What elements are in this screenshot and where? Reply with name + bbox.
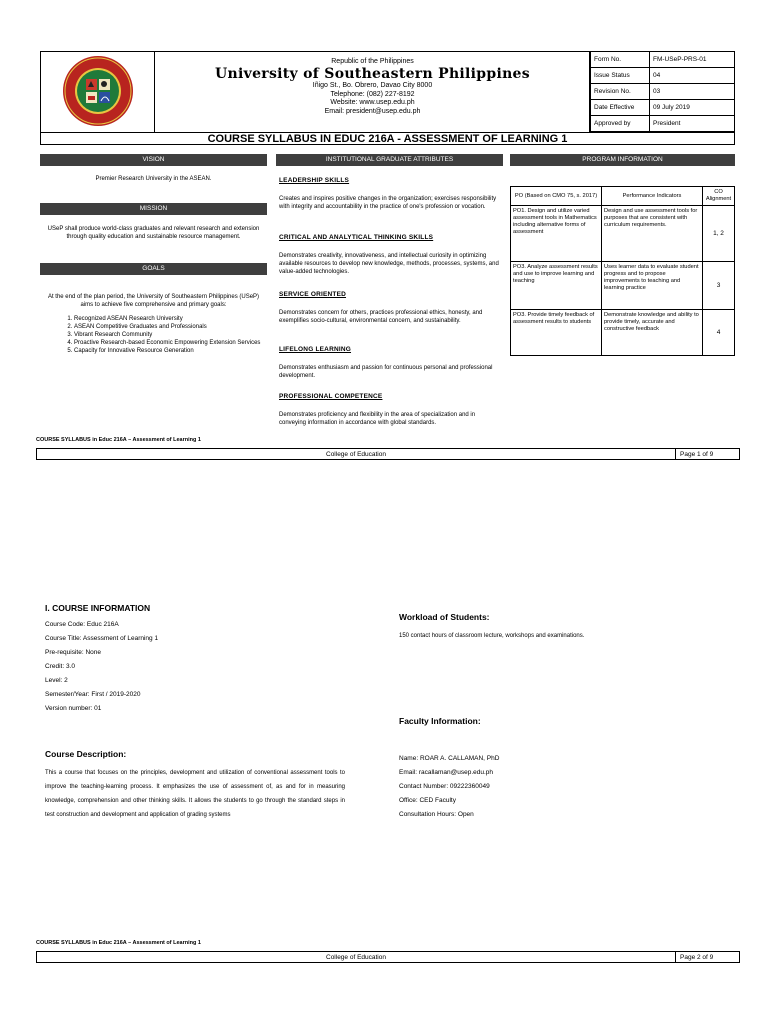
footer-syllabus-label: COURSE SYLLABUS in Educ 216A – Assessment of Learning 1 <box>36 437 201 443</box>
meta-value: President <box>650 116 735 132</box>
goal-item: 3. Vibrant Research Community <box>74 331 265 339</box>
course-info-line: Pre-requisite: None <box>45 649 101 656</box>
meta-key: Revision No. <box>591 84 650 100</box>
meta-row <box>591 68 735 84</box>
pi-cell: Demonstrate knowledge and ability to provide timely, accurate and constructive feedback <box>602 310 703 356</box>
attribute-text: Creates and inspires positive changes in the organization; exercises responsibility with integrity and accountability in the practice of one's profession or vocation. <box>279 196 497 210</box>
course-description: This a course that focuses on the principles, development and utilization of conventional assessment tools to improve the teaching-learning process. It emphasizes the use of assessment of, as and for in measuring knowledge, comprehension and other thinking skills. It allows the students to go through the standard steps in test construction and development and application of grading systems <box>45 770 345 818</box>
course-info-line: Version number: 01 <box>45 705 102 712</box>
attribute-title: SERVICE ORIENTED <box>279 291 347 298</box>
goal-item: 4. Proactive Research-based Economic Empowering Extension Services <box>74 339 265 347</box>
attribute-title: PROFESSIONAL COMPETENCE <box>279 393 383 400</box>
goal-item: 5. Capacity for Innovative Resource Generation <box>74 347 265 355</box>
goal-item: 1. Recognized ASEAN Research University <box>74 315 265 323</box>
course-description-heading: Course Description: <box>45 749 127 759</box>
meta-row <box>591 84 735 100</box>
meta-value: 09 July 2019 <box>650 100 735 116</box>
footer-bar <box>36 448 740 460</box>
meta-key: Approved by <box>591 116 650 132</box>
goals-section <box>42 293 265 355</box>
faculty-line: Name: ROAR A. CALLAMAN, PhD <box>399 755 500 762</box>
goals-header: GOALS <box>40 263 267 275</box>
goal-item: 2. ASEAN Competitive Graduates and Professionals <box>74 323 265 331</box>
course-info-line: Semester/Year: First / 2019-2020 <box>45 691 141 698</box>
pi-column-header: Performance Indicators <box>602 187 703 206</box>
goals-list <box>42 315 265 355</box>
vision-text: Premier Research University in the ASEAN. <box>95 176 212 182</box>
co-cell: 3 <box>703 262 735 310</box>
attribute-text: Demonstrates enthusiasm and passion for continuous personal and professional development. <box>279 365 493 379</box>
table-row <box>511 206 735 262</box>
attribute-title: CRITICAL AND ANALYTICAL THINKING SKILLS <box>279 234 434 241</box>
course-info-line: Credit: 3.0 <box>45 663 75 670</box>
po-cell: PO1. Design and utilize varied assessment tools in Mathematics including alternative forms of assessment <box>511 206 602 262</box>
meta-key: Form No. <box>591 52 650 68</box>
po-cell: PO3. Provide timely feedback of assessment results to students <box>511 310 602 356</box>
course-info-line: Course Code: Educ 216A <box>45 621 119 628</box>
vision-header: VISION <box>40 154 267 166</box>
attribute-title: LIFELONG LEARNING <box>279 346 352 353</box>
pi-cell: Design and use assessment tools for purposes that are consistent with curriculum requirements. <box>602 206 703 262</box>
attribute-title: LEADERSHIP SKILLS <box>279 177 350 184</box>
meta-value: FM-USeP-PRS-01 <box>650 52 735 68</box>
meta-row <box>591 100 735 116</box>
meta-value: 03 <box>650 84 735 100</box>
footer-bar <box>36 951 740 963</box>
table-row <box>511 262 735 310</box>
logo-cell <box>40 51 155 132</box>
university-address: Iñigo St., Bo. Obrero, Davao City 8000 <box>312 82 433 89</box>
table-row <box>511 310 735 356</box>
goals-intro: At the end of the plan period, the University of Southeastern Philippines (USeP) aims to achieve five comprehensive and primary goals: <box>47 294 260 308</box>
mission-header: MISSION <box>40 203 267 215</box>
course-info-heading: I. COURSE INFORMATION <box>45 603 151 613</box>
co-cell: 4 <box>703 310 735 356</box>
course-info-line: Level: 2 <box>45 677 68 684</box>
meta-key: Date Effective <box>591 100 650 116</box>
pi-cell: Uses learner data to evaluate student progress and to propose improvements to teaching and learning practice <box>602 262 703 310</box>
form-meta-table <box>590 51 735 132</box>
faculty-line: Office: CED Faculty <box>399 797 456 804</box>
faculty-info-list <box>399 752 699 822</box>
po-cell: PO3. Analyze assessment results and use to improve learning and teaching <box>511 262 602 310</box>
faculty-line: Contact Number: 09222360049 <box>399 783 490 790</box>
po-column-header: PO (Based on CMO 75, s. 2017) <box>511 187 602 206</box>
course-info-list <box>45 618 345 716</box>
attributes-header: INSTITUTIONAL GRADUATE ATTRIBUTES <box>276 154 503 166</box>
republic-text: Republic of the Philippines <box>331 58 414 65</box>
meta-row <box>591 52 735 68</box>
university-website[interactable]: Website: www.usep.edu.ph <box>330 99 415 106</box>
footer-syllabus-label: COURSE SYLLABUS in Educ 216A – Assessment of Learning 1 <box>36 940 201 946</box>
attribute-text: Demonstrates proficiency and flexibility in the area of specialization and in conveying information in accordance with global standards. <box>279 412 476 426</box>
mission-text: USeP shall produce world-class graduates and relevant research and extension through quality education and sustainable resource management. <box>47 226 260 240</box>
syllabus-title: COURSE SYLLABUS IN EDUC 216A - ASSESSMENT OF LEARNING 1 <box>40 132 735 145</box>
university-telephone: Telephone: (082) 227-8192 <box>330 90 415 98</box>
course-info-line: Course Title: Assessment of Learning 1 <box>45 635 159 642</box>
faculty-line: Consultation Hours: Open <box>399 811 474 818</box>
co-column-header: CO Alignment <box>703 187 735 206</box>
co-cell: 1, 2 <box>703 206 735 262</box>
attribute-text: Demonstrates creativity, innovativeness, and intellectual curiosity in optimizing available resources to develop new knowledge, methods, processes, systems, and value-added technologies. <box>279 253 499 275</box>
footer-college: College of Education <box>326 451 386 458</box>
program-table <box>510 186 735 356</box>
faculty-email[interactable]: Email: racallaman@usep.edu.ph <box>399 769 494 776</box>
footer-college: College of Education <box>326 954 386 961</box>
footer-page-number: Page 1 of 9 <box>675 449 739 459</box>
university-email[interactable]: Email: president@usep.edu.ph <box>324 107 421 115</box>
meta-key: Issue Status <box>591 68 650 84</box>
faculty-heading: Faculty Information: <box>399 716 481 726</box>
workload-text: 150 contact hours of classroom lecture, workshops and examinations. <box>399 633 585 639</box>
university-seal-icon <box>40 51 155 132</box>
program-header: PROGRAM INFORMATION <box>510 154 735 166</box>
meta-value: 04 <box>650 68 735 84</box>
workload-heading: Workload of Students: <box>399 612 490 622</box>
university-name: University of Southeastern Philippines <box>215 66 530 82</box>
footer-page-number: Page 2 of 9 <box>675 952 739 962</box>
attribute-text: Demonstrates concern for others, practices professional ethics, honesty, and exemplifies socio-cultural, environmental concern, and sustainability. <box>279 310 483 324</box>
meta-row <box>591 116 735 132</box>
university-info <box>156 51 590 132</box>
